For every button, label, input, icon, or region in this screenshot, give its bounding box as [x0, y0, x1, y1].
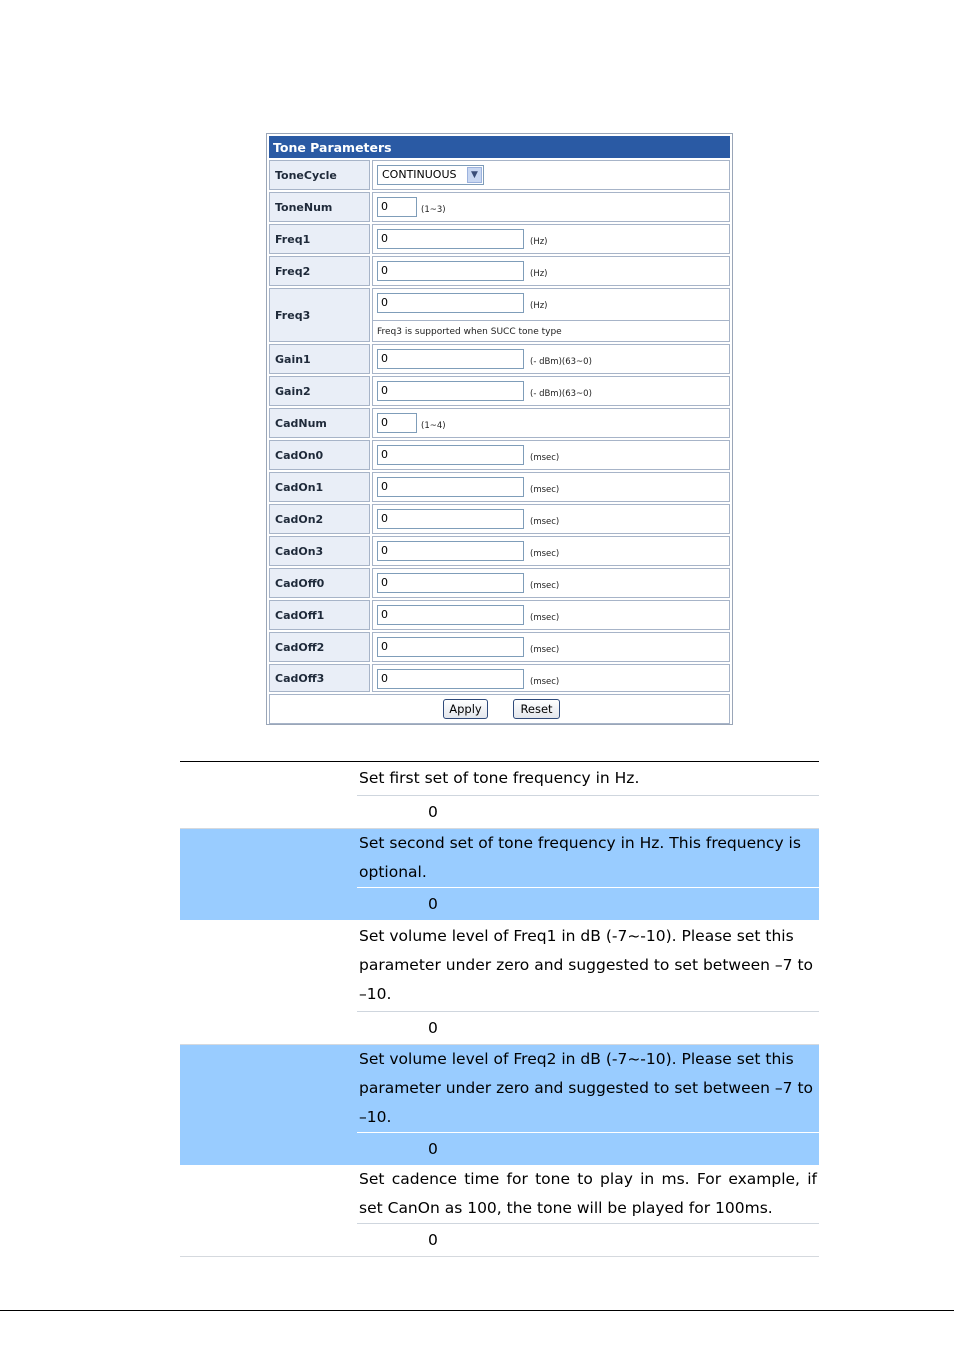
param-label: ToneCycle [269, 160, 370, 190]
gain1-input[interactable]: 0 [377, 349, 524, 369]
param-label: CadOff2 [269, 632, 370, 662]
param-row-tonecycle [269, 160, 730, 190]
unit-label: (- dBm)(63~0) [530, 389, 592, 399]
freq3-input[interactable]: 0 [377, 293, 524, 313]
description-text: Set volume level of Freq1 in dB (-7~-10). Please set this parameter under zero and suggested to set between –7 to –10. [359, 927, 814, 1003]
description-row [180, 1045, 819, 1165]
param-label: Freq1 [269, 224, 370, 254]
gain2-input[interactable]: 0 [377, 381, 524, 401]
freq3-note: Freq3 is supported when SUCC tone type [377, 327, 562, 337]
param-label: CadOn3 [269, 536, 370, 566]
tone-parameters-panel [266, 133, 733, 725]
unit-label: (msec) [530, 677, 560, 687]
description-text: Set cadence time for tone to play in ms. For example, if set CanOn as 100, the tone will be played for 100ms. [359, 1170, 817, 1217]
button-row [269, 694, 730, 724]
unit-label: (msec) [530, 485, 560, 495]
param-row-cadoff2 [269, 632, 730, 662]
description-row [180, 920, 819, 1045]
param-row-gain1 [269, 344, 730, 374]
unit-label: (Hz) [530, 237, 548, 247]
param-label: CadOn2 [269, 504, 370, 534]
param-row-freq1 [269, 224, 730, 254]
reset-button[interactable]: Reset [513, 699, 560, 719]
param-label: CadOff3 [269, 664, 370, 692]
param-row-cadon1 [269, 472, 730, 502]
cadon3-input[interactable]: 0 [377, 541, 524, 561]
param-row-cadon0 [269, 440, 730, 470]
param-label: CadOn1 [269, 472, 370, 502]
unit-label: (msec) [530, 453, 560, 463]
unit-label: (msec) [530, 581, 560, 591]
param-label: ToneNum [269, 192, 370, 222]
param-label: CadNum [269, 408, 370, 438]
unit-label: (msec) [530, 517, 560, 527]
param-row-cadoff0 [269, 568, 730, 598]
param-row-freq2 [269, 256, 730, 286]
default-value: 0 [357, 1223, 819, 1256]
unit-label: (- dBm)(63~0) [530, 357, 592, 367]
cadon1-input[interactable]: 0 [377, 477, 524, 497]
param-row-cadon2 [269, 504, 730, 534]
unit-label: (msec) [530, 613, 560, 623]
chevron-down-icon[interactable]: ▼ [467, 167, 482, 183]
unit-label: (msec) [530, 549, 560, 559]
unit-label: (Hz) [530, 269, 548, 279]
param-label: CadOff1 [269, 600, 370, 630]
tonecycle-select[interactable]: CONTINUOUS ▼ [377, 165, 484, 185]
default-value: 0 [357, 1132, 819, 1165]
unit-label: (Hz) [530, 301, 548, 311]
panel-title: Tone Parameters [269, 136, 730, 158]
default-value: 0 [357, 887, 819, 920]
cadon2-input[interactable]: 0 [377, 509, 524, 529]
freq1-input[interactable]: 0 [377, 229, 524, 249]
description-table [180, 761, 819, 1257]
param-label: Freq3 [269, 288, 370, 342]
apply-button[interactable]: Apply [443, 699, 488, 719]
cadoff1-input[interactable]: 0 [377, 605, 524, 625]
cadnum-input[interactable]: 0 [377, 413, 417, 433]
param-row-cadoff1 [269, 600, 730, 630]
description-text: Set second set of tone frequency in Hz. This frequency is optional. [359, 834, 801, 881]
cadon0-input[interactable]: 0 [377, 445, 524, 465]
description-text: Set volume level of Freq2 in dB (-7~-10). Please set this parameter under zero and suggested to set between –7 to –10. [359, 1050, 814, 1126]
param-label: Gain1 [269, 344, 370, 374]
description-row [180, 1165, 819, 1257]
cadoff0-input[interactable]: 0 [377, 573, 524, 593]
cadoff2-input[interactable]: 0 [377, 637, 524, 657]
default-value: 0 [357, 795, 819, 828]
param-label: Gain2 [269, 376, 370, 406]
cadoff3-input[interactable]: 0 [377, 669, 524, 689]
param-label: Freq2 [269, 256, 370, 286]
unit-label: (msec) [530, 645, 560, 655]
param-row-tonenum [269, 192, 730, 222]
param-label: CadOn0 [269, 440, 370, 470]
default-value: 0 [357, 1011, 819, 1044]
param-row-cadnum [269, 408, 730, 438]
description-row [180, 762, 819, 829]
param-row-gain2 [269, 376, 730, 406]
unit-label: (1~3) [421, 205, 446, 215]
footer-rule [0, 1310, 954, 1311]
description-text: Set first set of tone frequency in Hz. [359, 769, 640, 787]
param-label: CadOff0 [269, 568, 370, 598]
description-row [180, 829, 819, 920]
freq2-input[interactable]: 0 [377, 261, 524, 281]
tonenum-input[interactable]: 0 [377, 197, 417, 217]
param-row-cadoff3 [269, 664, 730, 692]
param-row-cadon3 [269, 536, 730, 566]
param-row-freq3 [269, 288, 730, 342]
unit-label: (1~4) [421, 421, 446, 431]
